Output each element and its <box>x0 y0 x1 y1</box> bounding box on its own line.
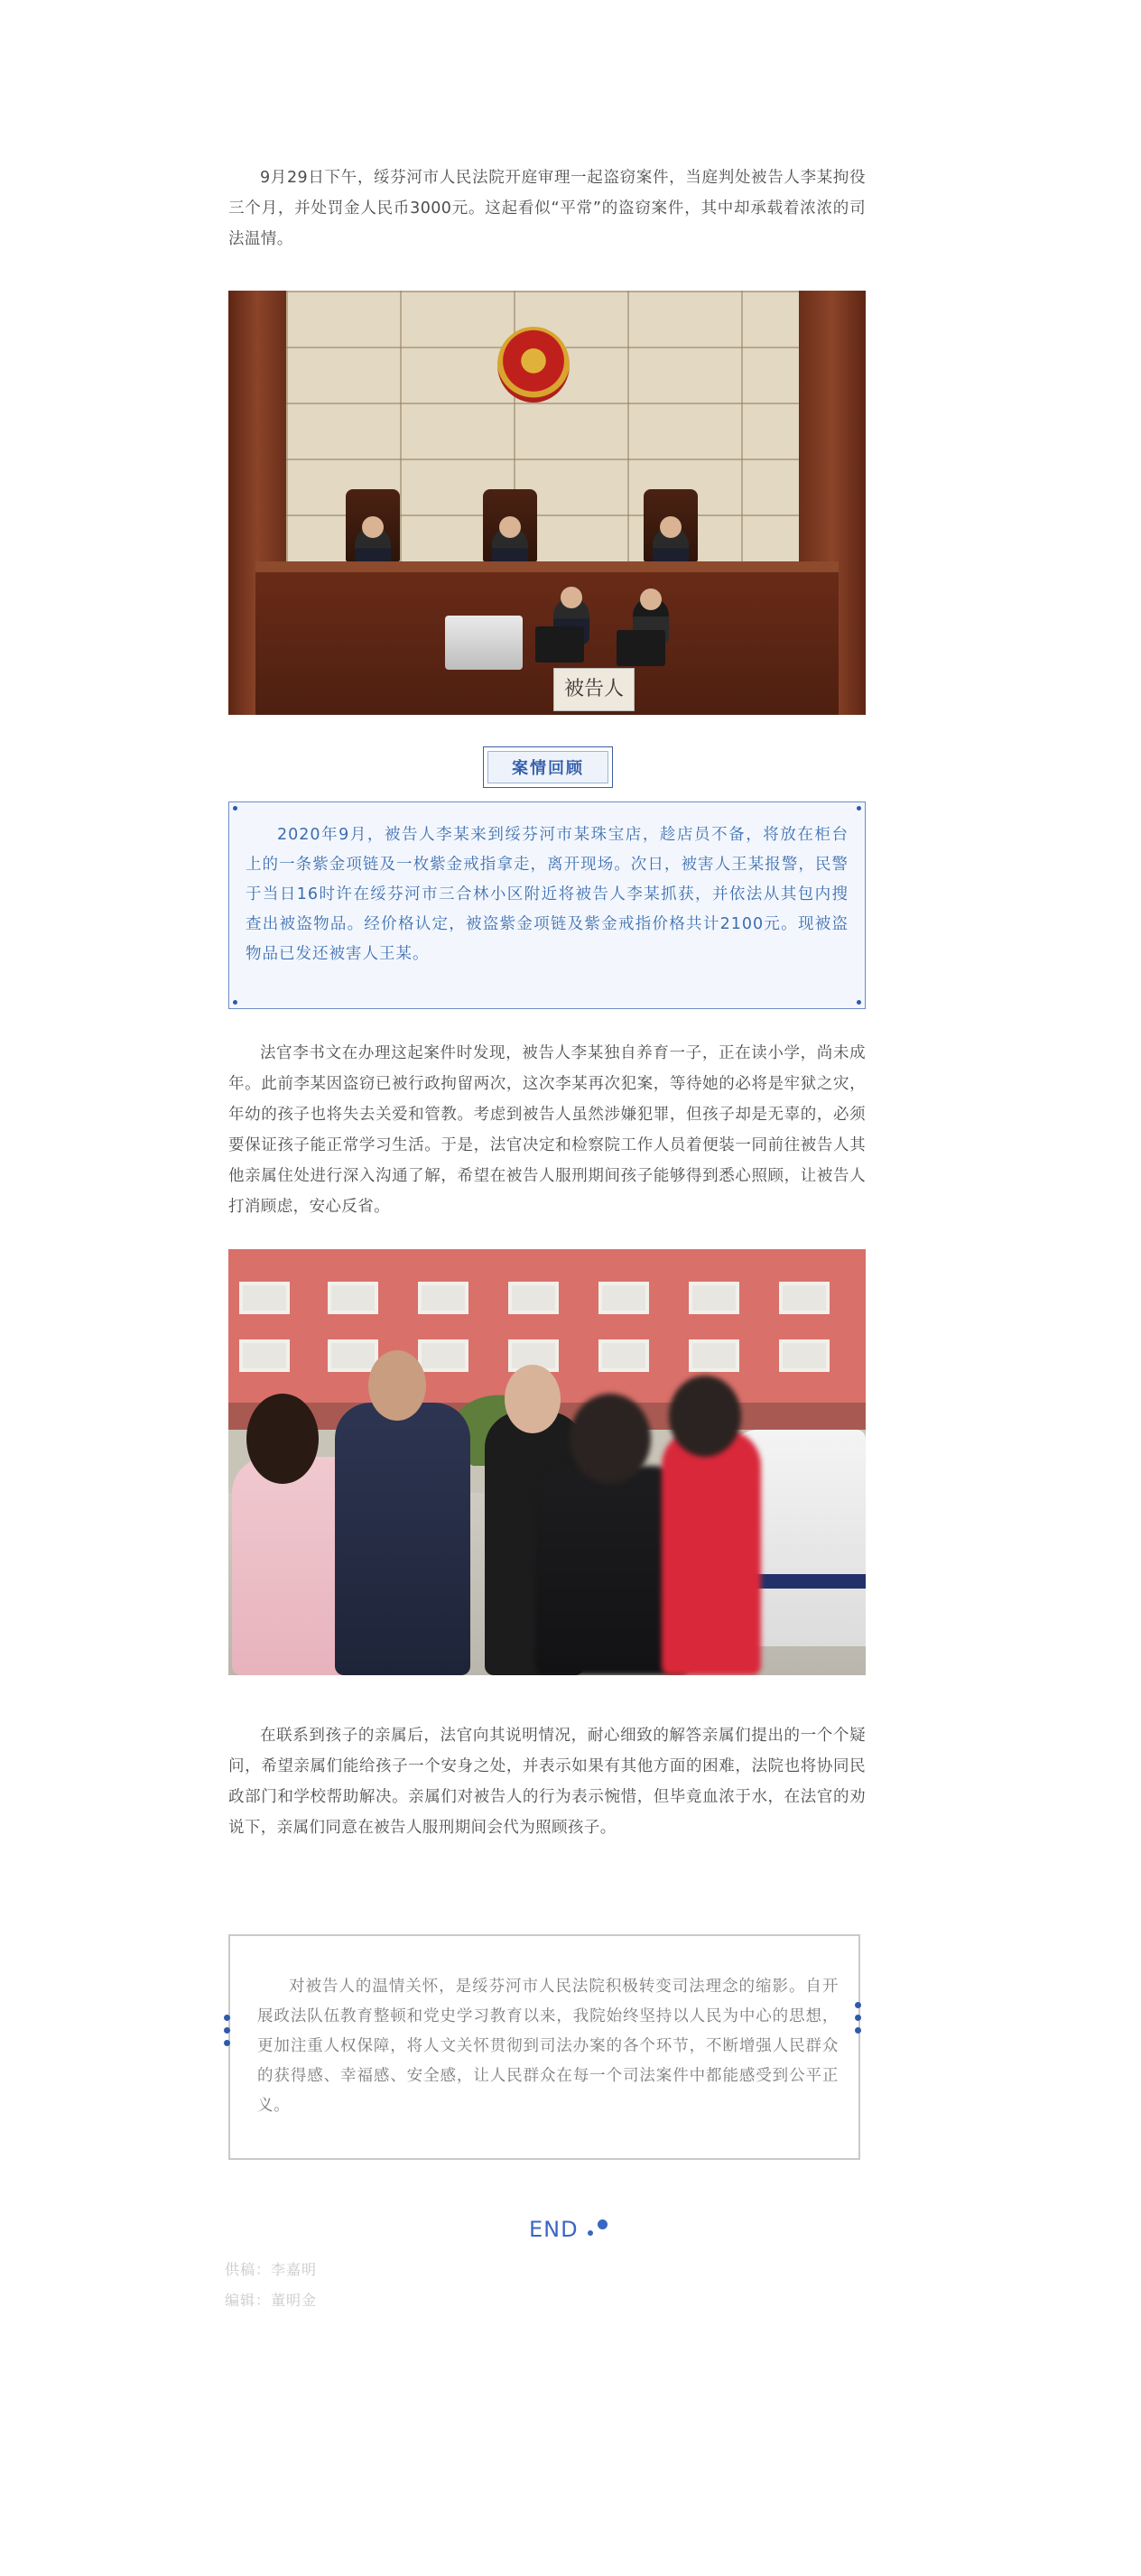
section-title-box <box>483 746 613 788</box>
printer <box>445 616 523 670</box>
intro-paragraph: 9月29日下午，绥芬河市人民法院开庭审理一起盗窃案件，当庭判处被告人李某拘役三个月，并处罚金人民币3000元。这起看似“平常”的盗窃案件，其中却承载着浓浓的司法温情。 <box>228 169 866 248</box>
end-label: END <box>529 2217 579 2242</box>
left-dots-icon <box>224 2015 231 2052</box>
paragraph-3: 在联系到孩子的亲属后，法官向其说明情况，耐心细致的解答亲属们提出的一个个疑问，希望亲属们能给孩子一个安身之处，并表示如果有其他方面的困难，法院也将协同民政部门和学校帮助解决。亲属们对被告人的行为表示惋惜，但毕竟血浓于水，在法官的劝说下，亲属们同意在被告人服刑期间会代为照顾孩子。 <box>228 1727 866 1837</box>
closing-box <box>228 1934 860 2160</box>
author-credit: 供稿：李嘉明 <box>225 2261 318 2278</box>
end-dot-icon <box>598 2219 608 2229</box>
paragraph-2: 法官李书文在办理这起案件时发现，被告人李某独自养育一子，正在读小学，尚未成年。此前李某因盗窃已被行政拘留两次，这次李某再次犯案，等待她的必将是牢狱之灾，年幼的孩子也将失去关爱和管教。考虑到被告人虽然涉嫌犯罪，但孩子却是无辜的，必须要保证孩子能正常学习生活。于是，法官决定和检察院工作人员着便装一同前往被告人其他亲属住处进行深入沟通了解，希望在被告人服刑期间孩子能够得到悉心照顾，让被告人打消顾虑，安心反省。 <box>228 1044 866 1216</box>
case-review-text: 2020年9月，被告人李某来到绥芬河市某珠宝店，趁店员不备，将放在柜台上的一条紫金项链及一枚紫金戒指拿走，离开现场。次日，被害人王某报警，民警于当日16时许在绥芬河市三合林小区附近将被告人李某抓获，并依法从其包内搜查出被盗物品。经价格认定，被盗紫金项链及紫金戒指价格共计2100元。现被盗物品已发还被害人王某。 <box>246 826 849 963</box>
courtroom-photo <box>228 291 866 715</box>
person-navy-jacket <box>335 1403 470 1675</box>
case-review-box <box>228 802 866 1009</box>
editor-credit: 编辑：董明金 <box>225 2292 318 2309</box>
corner-dot-icon <box>857 806 861 811</box>
corner-dot-icon <box>233 806 237 811</box>
outdoor-photo <box>228 1249 866 1675</box>
defendant-sign: 被告人 <box>553 668 635 711</box>
national-emblem-icon <box>497 327 570 403</box>
person-red-coat <box>662 1430 761 1675</box>
section-title: 案情回顾 <box>487 751 608 783</box>
closing-text: 对被告人的温情关怀，是绥芬河市人民法院积极转变司法理念的缩影。自开展政法队伍教育整顿和党史学习教育以来，我院始终坚持以人民为中心的思想，更加注重人权保障，将人文关怀贯彻到司法办案的各个环节，不断增强人民群众的获得感、幸福感、安全感，让人民群众在每一个司法案件中都能感受到公平正义。 <box>257 1978 839 2115</box>
right-dots-icon <box>855 2002 862 2040</box>
corner-dot-icon <box>857 1000 861 1005</box>
corner-dot-icon <box>233 1000 237 1005</box>
end-dot-icon <box>588 2230 593 2236</box>
